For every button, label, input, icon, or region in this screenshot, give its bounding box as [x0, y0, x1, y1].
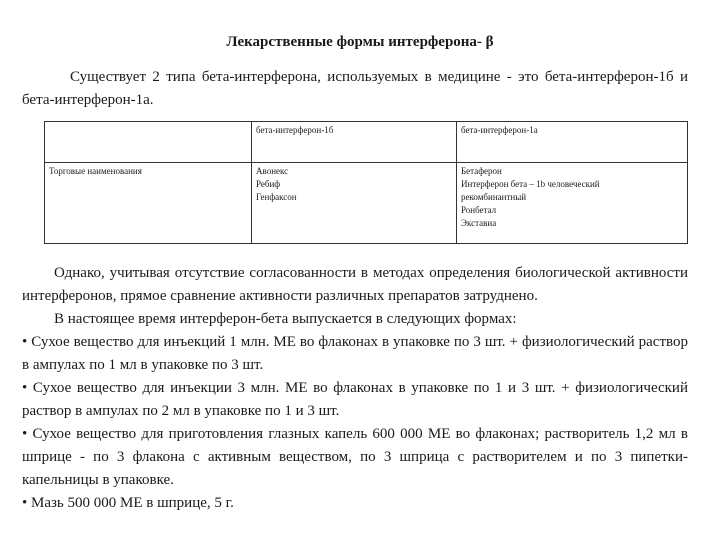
list-item: Интерферон бета – 1b человеческий [461, 179, 600, 189]
bullet-item: • Сухое вещество для инъекций 1 млн. МЕ во флаконах в упаковке по 3 шт. + физиологический раствор в ампулах по 1 мл в упаковке по 3 шт. [22, 334, 688, 373]
body-text [22, 262, 688, 515]
list-item: Авонекс [256, 166, 289, 176]
bullet-item: • Мазь 500 000 МЕ в шприце, 5 г. [22, 495, 234, 511]
bullet-item: • Сухое вещество для инъекции 3 млн. МЕ во флаконах в упаковке по 1 и 3 шт. + физиологический раствор в ампулах по 2 мл в упаковке по 1 и 3 шт. [22, 380, 688, 419]
cell-1a-names [457, 163, 688, 244]
header-cell-1b: бета-интерферон-1б [252, 122, 457, 163]
list-item: Бетаферон [461, 166, 502, 176]
bullet-item: • Сухое вещество для приготовления глазных капель 600 000 МЕ во флаконах; растворитель 1,2 мл в шприце - по 3 флакона с активным веществом, по 3 шприца с растворителем и по 3 пипетки-капельницы в упаковке. [22, 426, 688, 488]
paragraph-forms-intro: В настоящее время интерферон-бета выпускается в следующих формах: [54, 311, 517, 327]
page-title: Лекарственные формы интерферона- β [226, 34, 494, 50]
paragraph-comparison: Однако, учитывая отсутствие согласованности в методах определения биологической активности интерферонов, прямое сравнение активности различных препаратов затруднено. [22, 265, 688, 304]
list-item: Ронбетал [461, 205, 497, 215]
list-item: Ребиф [256, 179, 281, 189]
list-item: рекомбинантный [461, 192, 527, 202]
list-item: Экставиа [461, 218, 497, 228]
intro-paragraph: Существует 2 типа бета-интерферона, используемых в медицине - это бета-интерферон-1б и бета-интерферон-1а. [22, 69, 688, 108]
table-header-row [45, 122, 688, 163]
row-label-trade-names: Торговые наименования [45, 163, 252, 244]
header-cell-empty [45, 122, 252, 163]
cell-1b-names [252, 163, 457, 244]
list-item: Генфаксон [256, 192, 297, 202]
interferon-table [44, 121, 688, 244]
header-cell-1a: бета-интерферон-1а [457, 122, 688, 163]
table-row [45, 163, 688, 244]
